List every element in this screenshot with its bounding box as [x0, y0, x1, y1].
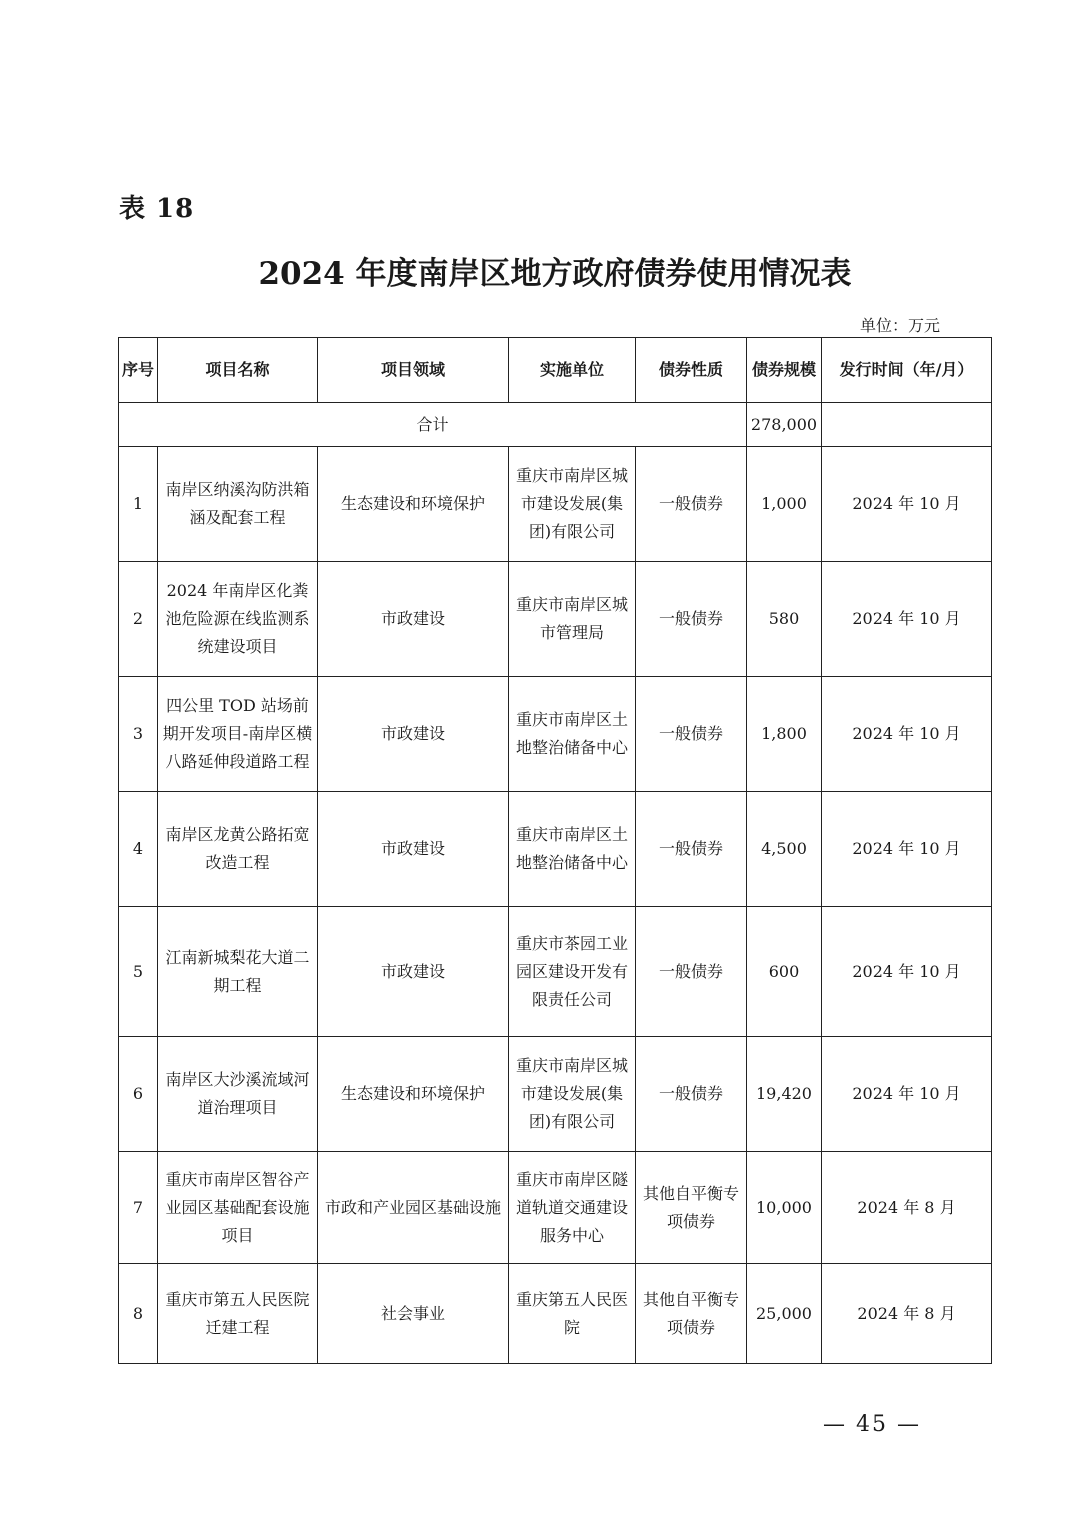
unit-note: 单位：万元	[860, 316, 941, 335]
table-row	[119, 1264, 992, 1364]
row-date: 2024 年 8 月	[822, 1264, 992, 1364]
header-type: 债券性质	[636, 338, 747, 403]
row-scale: 10,000	[747, 1152, 822, 1264]
row-scale: 4,500	[747, 792, 822, 907]
row-type: 其他自平衡专项债券	[636, 1264, 747, 1364]
row-seq: 8	[119, 1264, 158, 1364]
header-unit: 实施单位	[509, 338, 636, 403]
row-unit: 重庆市南岸区土地整治储备中心	[509, 792, 636, 907]
page-title: 2024 年度南岸区地方政府债券使用情况表	[258, 256, 852, 292]
row-name: 南岸区纳溪沟防洪箱涵及配套工程	[158, 447, 318, 562]
row-field: 市政建设	[318, 562, 509, 677]
table-row	[119, 1037, 992, 1152]
row-scale: 19,420	[747, 1037, 822, 1152]
row-type: 一般债券	[636, 792, 747, 907]
header-name: 项目名称	[158, 338, 318, 403]
row-name: 2024 年南岸区化粪池危险源在线监测系统建设项目	[158, 562, 318, 677]
row-unit: 重庆市茶园工业园区建设开发有限责任公司	[509, 907, 636, 1037]
total-value: 278,000	[747, 403, 822, 447]
table-row	[119, 1152, 992, 1264]
row-scale: 25,000	[747, 1264, 822, 1364]
header-date: 发行时间（年/月）	[822, 338, 992, 403]
row-field: 市政建设	[318, 907, 509, 1037]
table-row	[119, 907, 992, 1037]
row-name: 南岸区大沙溪流域河道治理项目	[158, 1037, 318, 1152]
row-seq: 7	[119, 1152, 158, 1264]
row-name: 南岸区龙黄公路拓宽改造工程	[158, 792, 318, 907]
row-name: 重庆市南岸区智谷产业园区基础配套设施项目	[158, 1152, 318, 1264]
row-date: 2024 年 10 月	[822, 792, 992, 907]
row-field: 生态建设和环境保护	[318, 447, 509, 562]
row-field: 市政建设	[318, 677, 509, 792]
row-date: 2024 年 10 月	[822, 1037, 992, 1152]
row-date: 2024 年 10 月	[822, 907, 992, 1037]
table-row	[119, 562, 992, 677]
header-field: 项目领域	[318, 338, 509, 403]
row-scale: 580	[747, 562, 822, 677]
row-date: 2024 年 10 月	[822, 677, 992, 792]
row-field: 市政和产业园区基础设施	[318, 1152, 509, 1264]
table-label: 表 18	[119, 194, 195, 224]
row-scale: 600	[747, 907, 822, 1037]
row-name: 四公里 TOD 站场前期开发项目-南岸区横八路延伸段道路工程	[158, 677, 318, 792]
total-date	[822, 403, 992, 447]
row-seq: 4	[119, 792, 158, 907]
row-scale: 1,800	[747, 677, 822, 792]
row-unit: 重庆市南岸区隧道轨道交通建设服务中心	[509, 1152, 636, 1264]
row-unit: 重庆第五人民医院	[509, 1264, 636, 1364]
row-unit: 重庆市南岸区城市建设发展(集团)有限公司	[509, 1037, 636, 1152]
row-type: 一般债券	[636, 1037, 747, 1152]
row-seq: 5	[119, 907, 158, 1037]
row-field: 市政建设	[318, 792, 509, 907]
page-number: — 45 —	[823, 1412, 921, 1437]
row-type: 一般债券	[636, 677, 747, 792]
row-field: 社会事业	[318, 1264, 509, 1364]
row-field: 生态建设和环境保护	[318, 1037, 509, 1152]
row-unit: 重庆市南岸区城市建设发展(集团)有限公司	[509, 447, 636, 562]
header-row	[119, 338, 992, 403]
row-seq: 6	[119, 1037, 158, 1152]
row-unit: 重庆市南岸区城市管理局	[509, 562, 636, 677]
total-label: 合计	[119, 403, 747, 447]
row-name: 重庆市第五人民医院迁建工程	[158, 1264, 318, 1364]
row-date: 2024 年 10 月	[822, 562, 992, 677]
row-type: 其他自平衡专项债券	[636, 1152, 747, 1264]
table-row	[119, 677, 992, 792]
row-name: 江南新城梨花大道二期工程	[158, 907, 318, 1037]
row-seq: 3	[119, 677, 158, 792]
header-seq: 序号	[119, 338, 158, 403]
row-seq: 1	[119, 447, 158, 562]
table-row	[119, 792, 992, 907]
row-date: 2024 年 8 月	[822, 1152, 992, 1264]
row-type: 一般债券	[636, 907, 747, 1037]
row-date: 2024 年 10 月	[822, 447, 992, 562]
bond-usage-table	[118, 337, 992, 1364]
table-row	[119, 447, 992, 562]
header-scale: 债券规模	[747, 338, 822, 403]
row-type: 一般债券	[636, 562, 747, 677]
total-row	[119, 403, 992, 447]
row-seq: 2	[119, 562, 158, 677]
row-scale: 1,000	[747, 447, 822, 562]
row-type: 一般债券	[636, 447, 747, 562]
row-unit: 重庆市南岸区土地整治储备中心	[509, 677, 636, 792]
